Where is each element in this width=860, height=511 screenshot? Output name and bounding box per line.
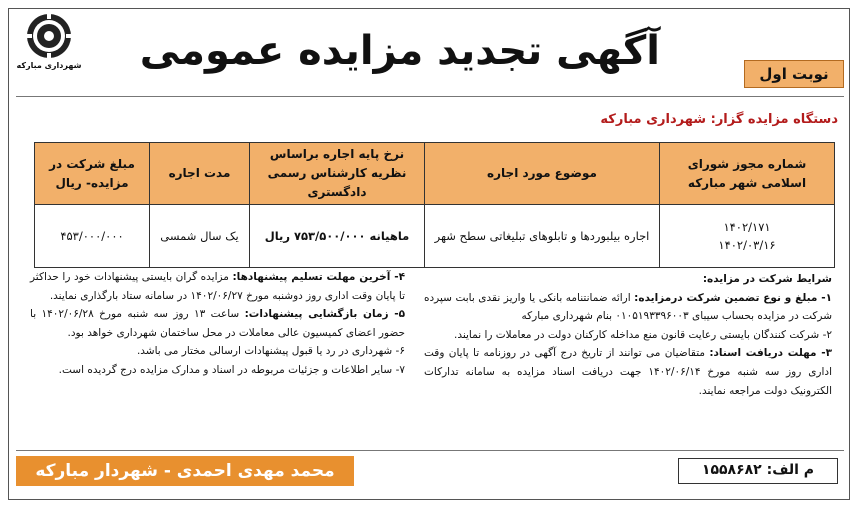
permit-number: ۱۴۰۲/۱۷۱ bbox=[723, 220, 771, 234]
permit-date: ۱۴۰۲/۰۳/۱۶ bbox=[718, 238, 776, 252]
header-deposit: مبلغ شرکت در مزایده- ریال bbox=[35, 143, 150, 205]
condition-1-text: ارائه ضمانتنامه بانکی یا واریز نقدی بابت سپرده شرکت در مزایده بحساب سیبای ۰۱۰۵۱۹۳۳۹۶۰۰۳ بنام شهرداری مبارکه bbox=[424, 291, 832, 323]
condition-4-text: مزایده گران بایستی پیشنهادات خود را حداکثر تا پایان وقت اداری روز دوشنبه مورخ ۱۴۰۲/۰۶/۲۷ در سامانه ستاد بارگذاری نمایند. bbox=[30, 271, 405, 302]
header-permit: شماره مجوز شورای اسلامی شهر مبارکه bbox=[660, 143, 835, 205]
condition-4 bbox=[30, 268, 405, 305]
header-base-rate: نرخ پایه اجاره براساس نظریه کارشناس رسمی دادگستری bbox=[250, 143, 425, 205]
condition-3-text: متقاضیان می توانند از تاریخ درج آگهی در روزنامه تا پایان وقت اداری روز سه شنبه مورخ ۱۴۰۲/۰۶/۱۴ جهت دریافت اسناد مزایده به سامانه تدارکات الکترونیک دولت مراجعه نمایند. bbox=[424, 347, 832, 397]
table-header-row bbox=[35, 143, 835, 205]
reference-number: م الف: ۱۵۵۸۶۸۲ bbox=[678, 458, 838, 484]
condition-3-label: ۳- مهلت دریافت اسناد: bbox=[709, 347, 832, 360]
notice-headline: آگهی تجدید مزایده عمومی bbox=[139, 28, 660, 74]
header-subject: موضوع مورد اجاره bbox=[425, 143, 660, 205]
municipality-emblem-icon bbox=[25, 12, 73, 60]
organizer-line: دستگاه مزایده گزار: شهرداری مبارکه bbox=[600, 112, 838, 127]
condition-6: ۶- شهرداری در رد یا قبول پیشنهادات ارسالی مختار می باشد. bbox=[136, 345, 405, 358]
conditions-right-column bbox=[424, 270, 832, 400]
mayor-signature: محمد مهدی احمدی - شهردار مبارکه bbox=[16, 456, 354, 486]
condition-7: ۷- سایر اطلاعات و جزئیات مربوطه در اسناد و مدارک مزایده درج گردیده است. bbox=[58, 363, 405, 376]
condition-5 bbox=[30, 305, 405, 342]
footer-divider bbox=[16, 450, 844, 451]
logo-caption: شهرداری مبارکه bbox=[16, 61, 82, 70]
cell-permit bbox=[660, 205, 835, 268]
cell-subject: اجاره بیلبوردها و تابلوهای تبلیغاتی سطح شهر bbox=[425, 205, 660, 268]
conditions-left-column bbox=[30, 268, 405, 380]
condition-1 bbox=[424, 289, 832, 326]
condition-3 bbox=[424, 344, 832, 400]
cell-duration: یک سال شمسی bbox=[150, 205, 250, 268]
cell-deposit: ۴۵۳/۰۰۰/۰۰۰ bbox=[35, 205, 150, 268]
cell-base-rate: ماهیانه ۷۵۳/۵۰۰/۰۰۰ ریال bbox=[250, 205, 425, 268]
condition-5-text: ساعت ۱۳ روز سه شنبه مورخ ۱۴۰۲/۰۶/۲۸ با حضور اعضای کمیسیون عالی معاملات در محل ساختمان شهرداری خواهد بود. bbox=[30, 308, 405, 339]
conditions-title: شرایط شرکت در مزایده: bbox=[702, 273, 832, 285]
auction-table bbox=[34, 142, 835, 268]
table-row bbox=[35, 205, 835, 268]
condition-1-label: ۱- مبلغ و نوع تضمین شرکت درمزایده: bbox=[634, 291, 832, 304]
notice-number-badge: نوبت اول bbox=[744, 60, 844, 88]
condition-5-label: ۵- زمان بازگشایی پیشنهادات: bbox=[244, 308, 405, 321]
municipality-logo bbox=[14, 12, 84, 84]
condition-2: ۲- شرکت کنندگان بایستی رعایت قانون منع مداخله کارکنان دولت در معاملات را نمایند. bbox=[453, 328, 832, 341]
condition-4-label: ۴- آخرین مهلت تسلیم پیشنهادها: bbox=[232, 271, 405, 283]
header-divider bbox=[16, 96, 844, 97]
header-duration: مدت اجاره bbox=[150, 143, 250, 205]
